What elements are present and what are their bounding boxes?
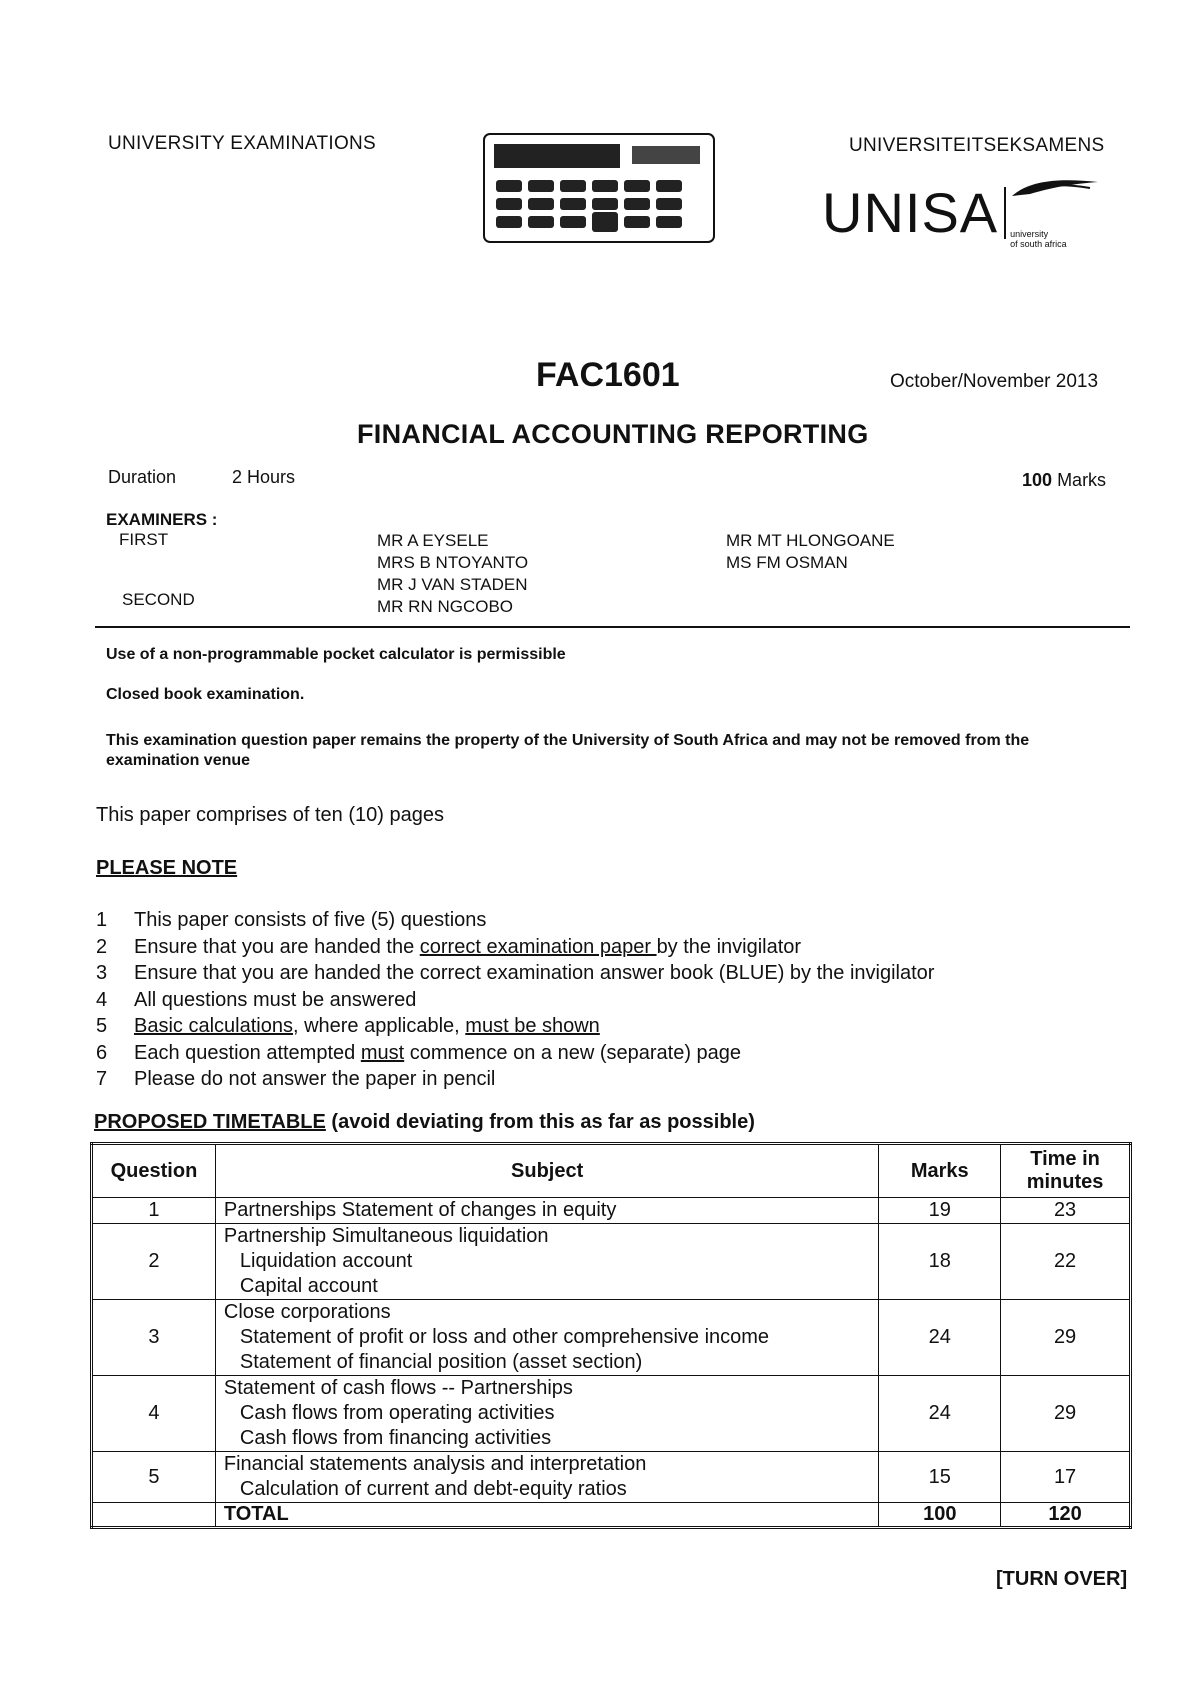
examiner-name: MR MT HLONGOANE: [726, 531, 895, 550]
logo-bird-icon: [1010, 176, 1100, 198]
examiners-col2: [726, 530, 895, 574]
table-total-row: TOTAL 100 120: [92, 1503, 1131, 1528]
module-code: FAC1601: [536, 356, 680, 394]
header-left-text: UNIVERSITY EXAMINATIONS: [108, 133, 377, 154]
closed-book-notice: Closed book examination.: [106, 686, 305, 703]
list-item: 5 Basic calculations, where applicable, must be shown: [96, 1015, 600, 1037]
table-row: 1 Partnerships Statement of changes in equity 19 23: [92, 1198, 1131, 1224]
calculator-icon: [480, 128, 720, 246]
exam-title: FINANCIAL ACCOUNTING REPORTING: [357, 419, 869, 449]
examiner-name: MS FM OSMAN: [726, 553, 848, 572]
table-row: 4 Statement of cash flows -- Partnerships Cash flows from operating activities Cash flows from financing activities 24 29: [92, 1376, 1131, 1452]
timetable-table: [90, 1142, 1132, 1529]
total-marks: [1022, 470, 1106, 491]
list-item: 2 Ensure that you are handed the correct examination paper by the invigilator: [96, 935, 802, 958]
duration-value: 2 Hours: [232, 467, 296, 487]
table-row: 3 Close corporations Statement of profit or loss and other comprehensive income Statement of financial position (asset section) 24 29: [92, 1300, 1131, 1376]
col-question: Question: [92, 1144, 216, 1198]
table-row: 2 Partnership Simultaneous liquidation Liquidation account Capital account 18 22: [92, 1224, 1131, 1300]
col-marks: Marks: [879, 1144, 1001, 1198]
table-header-row: [92, 1144, 1131, 1198]
col-time: Time in minutes: [1001, 1144, 1131, 1198]
calculator-notice: Use of a non-programmable pocket calculator is permissible: [106, 646, 566, 663]
examiners-second-label: SECOND: [122, 590, 195, 609]
duration-label: Duration: [108, 467, 177, 487]
timetable-title: PROPOSED TIMETABLE (avoid deviating from this as far as possible): [94, 1111, 755, 1133]
examiners-first-label: FIRST: [119, 530, 169, 549]
list-item: 1 This paper consists of five (5) questions: [96, 909, 487, 931]
header-right-text: UNIVERSITEITSEKSAMENS: [849, 135, 1105, 156]
exam-date: October/November 2013: [890, 371, 1099, 392]
please-note-heading: PLEASE NOTE: [96, 857, 238, 879]
list-item: 6 Each question attempted must commence on a new (separate) page: [96, 1041, 742, 1064]
turn-over-label: [TURN OVER]: [996, 1568, 1128, 1590]
logo-small-line2: of south africa: [1010, 239, 1067, 249]
total-marks-number: 100: [1022, 470, 1053, 490]
examiners-col1: [377, 530, 528, 618]
examiner-name: MR J VAN STADEN: [377, 575, 528, 594]
divider: [95, 626, 1130, 628]
property-notice: This examination question paper remains the property of the University of South Africa and may not be removed from the examination venue: [106, 732, 1030, 769]
list-item: 3 Ensure that you are handed the correct examination answer book (BLUE) by the invigilator: [96, 962, 935, 984]
examiner-name: MR RN NGCOBO: [377, 597, 513, 616]
examiner-name: MRS B NTOYANTO: [377, 553, 529, 572]
logo-small-line1: university: [1010, 229, 1049, 239]
col-subject: Subject: [215, 1144, 879, 1198]
unisa-logo: [822, 176, 1100, 249]
table-row: 5 Financial statements analysis and interpretation Calculation of current and debt-equity ratios 15 17: [92, 1452, 1131, 1503]
list-item: 7 Please do not answer the paper in pencil: [96, 1068, 496, 1090]
list-item: 4 All questions must be answered: [96, 988, 417, 1011]
pages-statement: This paper comprises of ten (10) pages: [96, 804, 444, 826]
instructions-list: [96, 907, 934, 1093]
examiners-heading: EXAMINERS :: [106, 510, 218, 529]
examiner-name: MR A EYSELE: [377, 531, 489, 550]
total-marks-word: Marks: [1057, 470, 1107, 490]
logo-text: UNISA: [822, 180, 999, 244]
